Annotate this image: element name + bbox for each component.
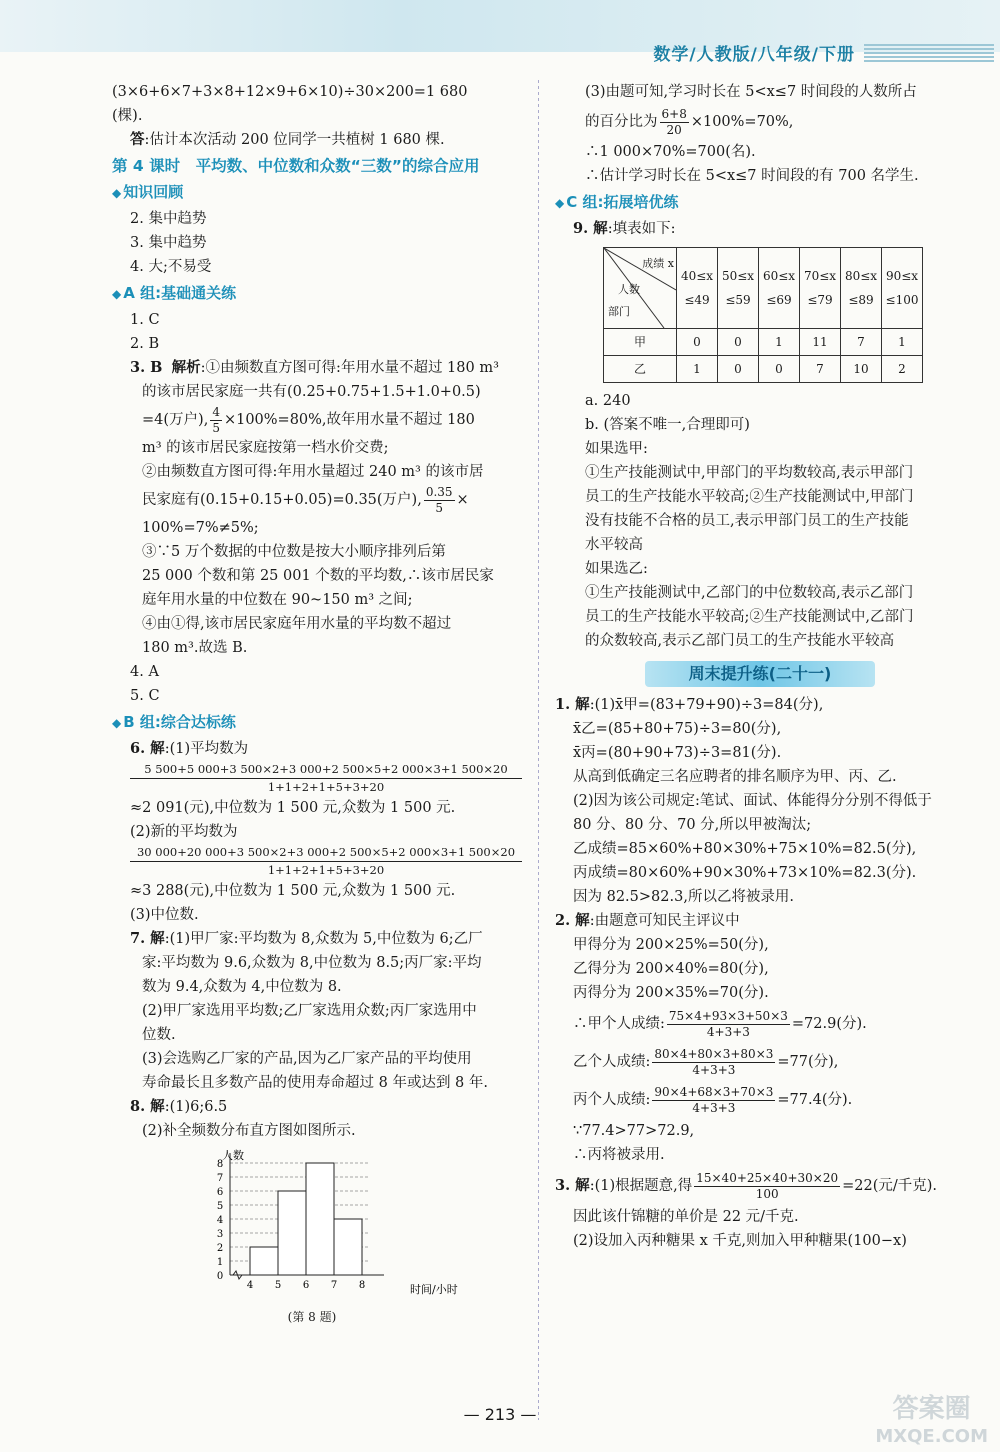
watermark-logo <box>875 1395 988 1451</box>
text-line: 位数. <box>142 1027 176 1043</box>
analysis-tag: 解析 <box>171 359 201 376</box>
text-line: :(1)6;6.5 <box>164 1099 228 1115</box>
item-number: 8. 解 <box>130 1098 165 1115</box>
text-line: =22(元/千克). <box>842 1178 938 1194</box>
text-line: 寿命最长且多数产品的使用寿命超过 8 年或达到 8 年. <box>142 1075 488 1091</box>
text-line: :(1)x̄甲=(83+79+90)÷3=84(分), <box>589 697 824 713</box>
item-number: 2. 解 <box>555 912 590 929</box>
header-stripes <box>864 44 994 62</box>
bar-4-5 <box>250 1247 278 1275</box>
corner-count: 人数 <box>618 283 640 296</box>
text-line: ≈2 091(元),中位数为 1 500 元,众数为 1 500 元. <box>130 800 456 816</box>
table-cell: 0 <box>759 356 800 383</box>
fraction <box>660 107 689 138</box>
section-title: C 组:拓展培优练 <box>566 193 679 211</box>
text-line: =77(分), <box>777 1054 839 1070</box>
text-line: 因此该什锦糖的单价是 22 元/千克. <box>573 1209 799 1225</box>
table-header: 60≤x ≤69 <box>759 248 800 329</box>
right-column <box>555 80 967 1253</box>
table-cell: 7 <box>800 356 841 383</box>
text-line: a. 240 <box>585 393 631 409</box>
denominator: 1+1+2+1+5+3+20 <box>267 863 385 877</box>
table-row <box>604 356 923 383</box>
lesson-title: 第 4 课时 平均数、中位数和众数“三数”的综合应用 <box>112 157 480 175</box>
corner-score: 成绩 x <box>642 257 674 270</box>
text-line: :(1)平均数为 <box>164 741 249 757</box>
numerator: 30 000+20 000+3 500×2+3 000+2 500×5+2 000×3+1 500×20 <box>130 844 522 862</box>
text-line: ③∵5 万个数据的中位数是按大小顺序排列后第 <box>142 544 446 560</box>
table-row <box>604 329 923 356</box>
text-line: ④由①得,该市居民家庭年用水量的平均数不超过 <box>142 616 452 632</box>
text-line: 员工的生产技能水平较高;②生产技能测试中,乙部门 <box>585 609 914 625</box>
text-line: ≈3 288(元),中位数为 1 500 元,众数为 1 500 元. <box>130 883 456 899</box>
text-line: x̄乙=(85+80+75)÷3=80(分), <box>573 721 782 737</box>
table-cell: 2 <box>882 356 923 383</box>
text-line: 丙个人成绩: <box>573 1092 651 1108</box>
text-line: 180 m³.故选 B. <box>142 640 248 656</box>
text-line: (棵). <box>112 108 143 124</box>
text-line: (2)补全频数分布直方图如图所示. <box>142 1123 356 1139</box>
diamond-icon: ◆ <box>112 716 122 730</box>
text-line: 如果选乙: <box>585 561 648 577</box>
text-line: ∴甲个人成绩: <box>573 1016 665 1032</box>
text-line: b. (答案不唯一,合理即可) <box>585 417 750 433</box>
item-number: 6. 解 <box>130 740 165 757</box>
text-line: ×100%=70%, <box>690 114 794 130</box>
y-tick-label: 4 <box>216 1215 224 1226</box>
y-tick-label: 7 <box>216 1173 224 1184</box>
text-line: 的百分比为 <box>585 114 658 130</box>
text-line: 数为 9.4,众数为 4,中位数为 8. <box>142 979 342 995</box>
watermark-line: MXQE.COM <box>875 1426 988 1447</box>
section-title: B 组:综合达标练 <box>123 713 236 731</box>
y-tick-label: 3 <box>216 1229 224 1240</box>
column-divider <box>538 80 539 1420</box>
text-line: :(1)甲厂家:平均数为 8,众数为 5,中位数为 6;乙厂 <box>164 931 483 947</box>
text-line: 如果选甲: <box>585 441 648 457</box>
text-line: :①由频数直方图可得:年用水量不超过 180 m³ <box>200 360 499 376</box>
text-line: (2)因为该公司规定:笔试、面试、体能得分分别不得低于 <box>573 793 932 809</box>
numerator: 90×4+68×3+70×3 <box>654 1084 774 1099</box>
text-line: 庭年用水量的中位数在 90~150 m³ 之间; <box>142 592 413 608</box>
numerator: 80×4+80×3+80×3 <box>654 1046 774 1061</box>
denominator: 4+3+3 <box>706 1024 750 1039</box>
text-line: (3×6+6×7+3×8+12×9+6×10)÷30×200=1 680 <box>112 84 468 100</box>
text-line: (2)新的平均数为 <box>130 824 238 840</box>
corner-dept: 部门 <box>608 305 630 318</box>
x-tick-label: 7 <box>330 1280 338 1291</box>
text-line: =4(万户), <box>142 412 209 428</box>
text-line: ∴丙将被录用. <box>573 1147 665 1163</box>
watermark-line: 答案圈 <box>892 1394 971 1424</box>
text-line: 因为 82.5>82.3,所以乙将被录用. <box>573 889 795 905</box>
numerator: 6+8 <box>661 106 687 121</box>
denominator: 4+3+3 <box>692 1100 736 1115</box>
text-line: × <box>456 492 469 508</box>
text-line: :由题意可知民主评议中 <box>589 913 740 929</box>
table-cell: 11 <box>800 329 841 356</box>
text-line: 从高到低确定三名应聘者的排名顺序为甲、丙、乙. <box>573 769 897 785</box>
histogram-chart <box>202 1147 522 1329</box>
bar-7-8 <box>334 1219 362 1275</box>
diamond-icon: ◆ <box>112 186 122 200</box>
y-tick-label: 1 <box>216 1257 224 1268</box>
y-tick-label: 8 <box>216 1159 224 1170</box>
text-line: 丙得分为 200×35%=70(分). <box>573 985 769 1001</box>
x-tick-label: 6 <box>302 1280 310 1291</box>
text-line: 甲得分为 200×25%=50(分), <box>573 937 769 953</box>
fraction <box>652 1085 775 1116</box>
list-item: 3. 集中趋势 <box>130 235 207 251</box>
text-line: 乙得分为 200×40%=80(分), <box>573 961 769 977</box>
table-cell: 1 <box>759 329 800 356</box>
denominator: 1+1+2+1+5+3+20 <box>267 780 385 794</box>
table-cell: 0 <box>718 356 759 383</box>
fraction <box>424 485 455 516</box>
table-header: 50≤x ≤59 <box>718 248 759 329</box>
answer-label: 答 <box>130 131 145 148</box>
text-line: :填表如下: <box>607 221 676 237</box>
table-corner <box>604 248 677 329</box>
table-cell: 1 <box>882 329 923 356</box>
x-tick-label: 8 <box>358 1280 366 1291</box>
numerator: 75×4+93×3+50×3 <box>668 1008 788 1023</box>
text-line: (3)会选购乙厂家的产品,因为乙厂家产品的平均使用 <box>142 1051 472 1067</box>
table-cell: 7 <box>841 329 882 356</box>
list-item: 1. C <box>130 312 160 328</box>
text-line: x̄丙=(80+90+73)÷3=81(分). <box>573 745 782 761</box>
text-line: 80 分、80 分、70 分,所以甲被淘汰; <box>573 817 812 833</box>
numerator: 4 <box>212 404 220 419</box>
text-line: 的该市居民家庭一共有(0.25+0.75+1.5+1.0+0.5) <box>142 384 481 400</box>
numerator: 0.35 <box>425 484 453 499</box>
text-line: :估计本次活动 200 位同学一共植树 1 680 棵. <box>144 132 445 148</box>
text-line: ×100%=80%,故年用水量不超过 180 <box>223 412 475 428</box>
fraction <box>112 761 522 796</box>
table-header: 80≤x ≤89 <box>841 248 882 329</box>
text-line: ∴估计学习时长在 5<x≤7 时间段的有 700 名学生. <box>585 168 919 184</box>
fraction <box>652 1047 775 1078</box>
left-column <box>112 80 522 1329</box>
numerator: 5 500+5 000+3 500×2+3 000+2 500×5+2 000×3+1 500×20 <box>130 761 522 779</box>
item-number: 1. 解 <box>555 696 590 713</box>
text-line: ∵77.4>77>72.9, <box>573 1123 695 1139</box>
text-line: ∴1 000×70%=700(名). <box>585 144 756 160</box>
list-item: 5. C <box>130 688 160 704</box>
denominator: 100 <box>755 1186 779 1201</box>
y-tick-label: 5 <box>216 1201 224 1212</box>
item-number: 9. 解 <box>573 220 608 237</box>
y-tick-label: 0 <box>216 1271 224 1282</box>
x-axis-label: 时间/小时 <box>410 1283 458 1296</box>
bar-5-6 <box>278 1191 306 1275</box>
y-axis-label: 人数 <box>222 1149 244 1162</box>
text-line: :(1)根据题意,得 <box>589 1178 693 1194</box>
section-title: 知识回顾 <box>123 183 184 201</box>
denominator: 4+3+3 <box>692 1062 736 1077</box>
numerator: 15×40+25×40+30×20 <box>696 1170 839 1185</box>
text-line: =77.4(分). <box>777 1092 853 1108</box>
denominator: 5 <box>435 500 443 515</box>
item-number: 3. 解 <box>555 1177 590 1194</box>
text-line: 25 000 个数和第 25 001 个数的平均数,∴该市居民家 <box>142 568 494 584</box>
text-line: 丙成绩=80×60%+90×30%+73×10%=82.3(分). <box>573 865 917 881</box>
item-number: 3. B <box>130 359 163 376</box>
text-line: 没有技能不合格的员工,表示甲部门员工的生产技能 <box>585 513 909 529</box>
table-header: 40≤x ≤49 <box>677 248 718 329</box>
item-number: 7. 解 <box>130 930 165 947</box>
y-tick-label: 6 <box>216 1187 224 1198</box>
text-line: 水平较高 <box>585 537 643 553</box>
text-line: (3)中位数. <box>130 907 199 923</box>
y-tick-label: 2 <box>216 1243 224 1254</box>
x-tick-label: 5 <box>274 1280 282 1291</box>
chart-caption: (第 8 题) <box>287 1310 337 1324</box>
score-table <box>603 247 923 383</box>
text-line: ②由频数直方图可得:年用水量超过 240 m³ 的该市居 <box>142 464 484 480</box>
text-line: (3)由题可知,学习时长在 5<x≤7 时间段的人数所占 <box>585 84 917 100</box>
table-cell: 10 <box>841 356 882 383</box>
list-item: 4. 大;不易受 <box>130 259 212 275</box>
text-line: =72.9(分). <box>791 1016 867 1032</box>
page-number: — 213 — <box>463 1405 537 1424</box>
row-label: 甲 <box>604 329 677 356</box>
list-item: 4. A <box>130 664 159 680</box>
list-item: 2. 集中趋势 <box>130 211 207 227</box>
denominator: 5 <box>212 420 220 435</box>
text-line: ①生产技能测试中,乙部门的中位数较高,表示乙部门 <box>585 585 914 601</box>
text-line: 乙个人成绩: <box>573 1054 651 1070</box>
fraction <box>112 844 522 879</box>
table-cell: 1 <box>677 356 718 383</box>
fraction <box>210 405 222 436</box>
text-line: 民家庭有(0.15+0.15+0.05)=0.35(万户), <box>142 492 422 508</box>
table-header: 90≤x ≤100 <box>882 248 923 329</box>
bar-6-7 <box>306 1163 334 1275</box>
denominator: 20 <box>666 122 682 137</box>
table-header: 70≤x ≤79 <box>800 248 841 329</box>
diamond-icon: ◆ <box>112 287 122 301</box>
text-line: 员工的生产技能水平较高;②生产技能测试中,甲部门 <box>585 489 914 505</box>
diamond-icon: ◆ <box>555 196 565 210</box>
text-line: (2)设加入丙种糖果 x 千克,则加入甲种糖果(100−x) <box>573 1233 907 1249</box>
subject-header: 数学/人教版/八年级/下册 <box>653 45 855 65</box>
fraction <box>667 1009 790 1040</box>
table-cell: 0 <box>718 329 759 356</box>
fraction <box>694 1171 840 1202</box>
weekend-banner: 周末提升练(二十一) <box>645 661 875 687</box>
text-line: 的众数较高,表示乙部门员工的生产技能水平较高 <box>585 633 895 649</box>
text-line: m³ 的该市居民家庭按第一档水价交费; <box>142 440 389 456</box>
section-title: A 组:基础通关练 <box>123 284 237 302</box>
text-line: 家:平均数为 9.6,众数为 8,中位数为 8.5;丙厂家:平均 <box>142 955 482 971</box>
text-line: (2)甲厂家选用平均数;乙厂家选用众数;丙厂家选用中 <box>142 1003 477 1019</box>
row-label: 乙 <box>604 356 677 383</box>
text-line: ①生产技能测试中,甲部门的平均数较高,表示甲部门 <box>585 465 914 481</box>
text-line: 100%=7%≠5%; <box>142 520 259 536</box>
text-line: 乙成绩=85×60%+80×30%+75×10%=82.5(分), <box>573 841 917 857</box>
table-cell: 0 <box>677 329 718 356</box>
list-item: 2. B <box>130 336 160 352</box>
x-tick-label: 4 <box>246 1280 254 1291</box>
histogram-svg <box>202 1147 462 1297</box>
